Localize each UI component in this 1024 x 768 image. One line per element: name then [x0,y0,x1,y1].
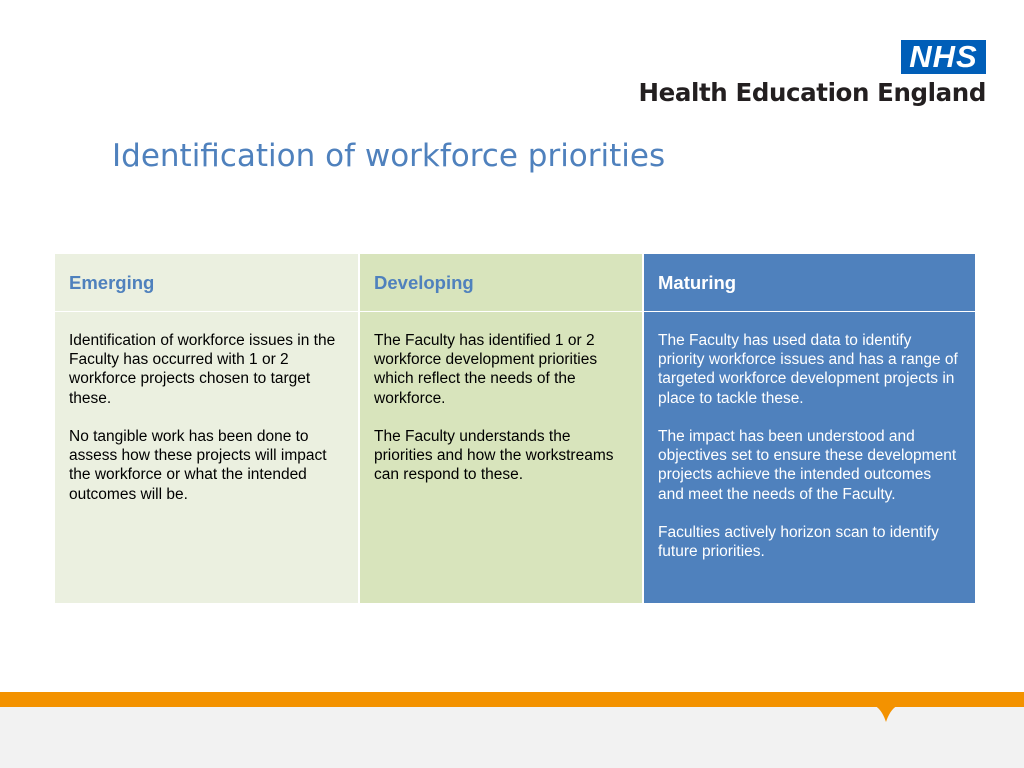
column-maturing [644,254,975,603]
column-body [55,312,358,504]
paragraph: Identification of workforce issues in the Faculty has occurred with 1 or 2 workforce projects chosen to target these. [69,332,336,407]
paragraph: The Faculty has used data to identify priority workforce issues and has a range of targeted workforce development projects in place to tackle these. [658,332,958,407]
hee-logo [638,40,986,110]
column-heading: Emerging [55,254,358,312]
column-emerging [55,254,358,603]
paragraph: The Faculty understands the priorities and how the workstreams can respond to these. [374,428,614,484]
column-developing [360,254,642,603]
column-heading: Maturing [644,254,975,312]
footer-notch-shape [868,704,904,722]
column-body [360,312,642,485]
nhs-logo-box: NHS [901,40,986,74]
maturity-matrix [55,254,975,603]
paragraph: The impact has been understood and objectives set to ensure these development projects achieve the intended outcomes and meet the needs of the Faculty. [658,428,957,503]
paragraph: Faculties actively horizon scan to identify future priorities. [658,524,939,561]
column-body [644,312,975,561]
column-heading: Developing [360,254,642,312]
paragraph: No tangible work has been done to assess how these projects will impact the workforce or what the intended outcomes will be. [69,428,327,503]
page-title: Identification of workforce priorities [112,138,666,174]
organisation-name: Health Education England [638,78,986,107]
paragraph: The Faculty has identified 1 or 2 workforce development priorities which reflect the needs of the workforce. [374,332,598,407]
